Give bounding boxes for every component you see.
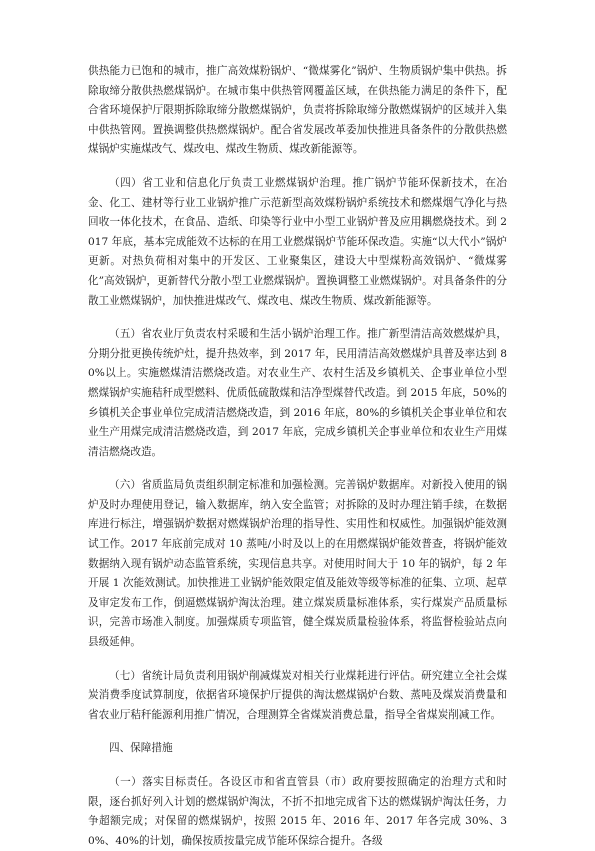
paragraph-section-5: （五）省农业厅负责农村采暖和生活小锅炉治理工作。推广新型清洁高效燃煤炉具，分期分批更换传统炉灶，提升热效率，到 2017 年，民用清洁高效燃煤炉具普及率达到 80%以上。实施燃煤清洁燃烧改造。对农业生产、农村生活及乡镇机关、企事业单位小型燃煤锅炉实施秸秆成型燃料、优质低硫散煤和洁净型煤替代改造。到 2015 年底，50%的乡镇机关企事业单位完成清洁燃烧改造，到 2016 年底，80%的乡镇机关企事业单位和农业生产用煤完成清洁燃烧改造，到 2017 年底，完成乡镇机关企事业单位和农业生产用煤清洁燃烧改造。	[88, 328, 507, 458]
paragraph-continued: 供热能力已饱和的城市，推广高效煤粉锅炉、“微煤雾化”锅炉、生物质锅炉集中供热。拆除取缔分散供热燃煤锅炉。在城市集中供热管网覆盖区域，在供热能力满足的条件下，配合省环境保护厅限期拆除取缔分散燃煤锅炉，负责将拆除取缔分散燃煤锅炉的区域并入集中供热管网。置换调整供热燃煤锅炉。配合省发展改革委加快推进具备条件的分散供热燃煤锅炉实施煤改气、煤改电、煤改生物质、煤改新能源等。	[88, 65, 507, 156]
paragraph-gap	[88, 725, 507, 739]
paragraph-section-4: （四）省工业和信息化厅负责工业燃煤锅炉治理。推广锅炉节能环保新技术，在冶金、化工、建材等行业工业锅炉推广示范新型高效煤粉锅炉系统技术和燃煤烟气净化与热回收一体化技术，在食品、造纸、印染等行业中小型工业锅炉普及应用耦燃烧技术。到 2017 年底，基本完成能效不达标的在用工业燃煤锅炉节能环保改造。实施“以大代小”锅炉更新。对热负荷相对集中的开发区、工业聚集区，建设大中型煤粉高效锅炉、“微煤雾化”高效锅炉，更新替代分散小型工业燃煤锅炉。置换调整工业燃煤锅炉。对具备条件的分散工业燃煤锅炉，加快推进煤改气、煤改电、煤改生物质、煤改新能源等。	[88, 176, 507, 307]
section-heading: 四、保障措施	[109, 742, 173, 755]
paragraph-final: （一）落实目标责任。各设区市和省直管县（市）政府要按照确定的治理方式和时限，逐台抓好列入计划的燃煤锅炉淘汰，不折不扣地完成省下达的燃煤锅炉淘汰任务，力争超额完成；对保留的燃煤锅炉，按照 2015 年、2016 年、2017 年各完成 30%、30%、40%的计划，确保按质按量完成节能环保综合提升。各级	[88, 776, 507, 847]
paragraph-gap	[88, 160, 507, 174]
paragraph-gap	[88, 759, 507, 773]
paragraph-gap	[88, 311, 507, 325]
paragraph-gap	[88, 462, 507, 476]
paragraph-section-7: （七）省统计局负责利用锅炉削减煤炭对相关行业煤耗进行评估。研究建立全社会煤炭消费季度试算制度，依据省环境保护厅提供的淘汰燃煤锅炉台数、蒸吨及煤炭消费量和省农业厅秸秆能源利用推广情况，合理测算全省煤炭消费总量，指导全省煤炭削减工作。	[88, 669, 507, 721]
paragraph-section-6: （六）省质监局负责组织制定标准和加强检测。完善锅炉数据库。对新投入使用的锅炉及时办理使用登记，输入数据库，纳入安全监管；对拆除的及时办理注销手续，在数据库进行标注，增强锅炉数据对燃煤锅炉治理的指导性、实用性和权威性。加强锅炉能效测试工作。2017 年底前完成对 10 蒸吨/小时及以上的在用燃煤锅炉能效普查，将锅炉能效数据纳入现有锅炉动态监管系统，实现信息共享。对使用时间大于 10 年的锅炉，每 2 年开展 1 次能效测试。加快推进工业锅炉能效限定值及能效等级等标准的征集、立项、起草及审定发布工作，倒逼燃煤锅炉淘汰治理。建立煤炭质量标准体系，实行煤炭产品质量标识，完善市场准入制度。加强煤质专项监管，健全煤炭质量检验体系，将监督检验站点向县级延伸。	[88, 479, 507, 649]
paragraph-gap	[88, 653, 507, 667]
